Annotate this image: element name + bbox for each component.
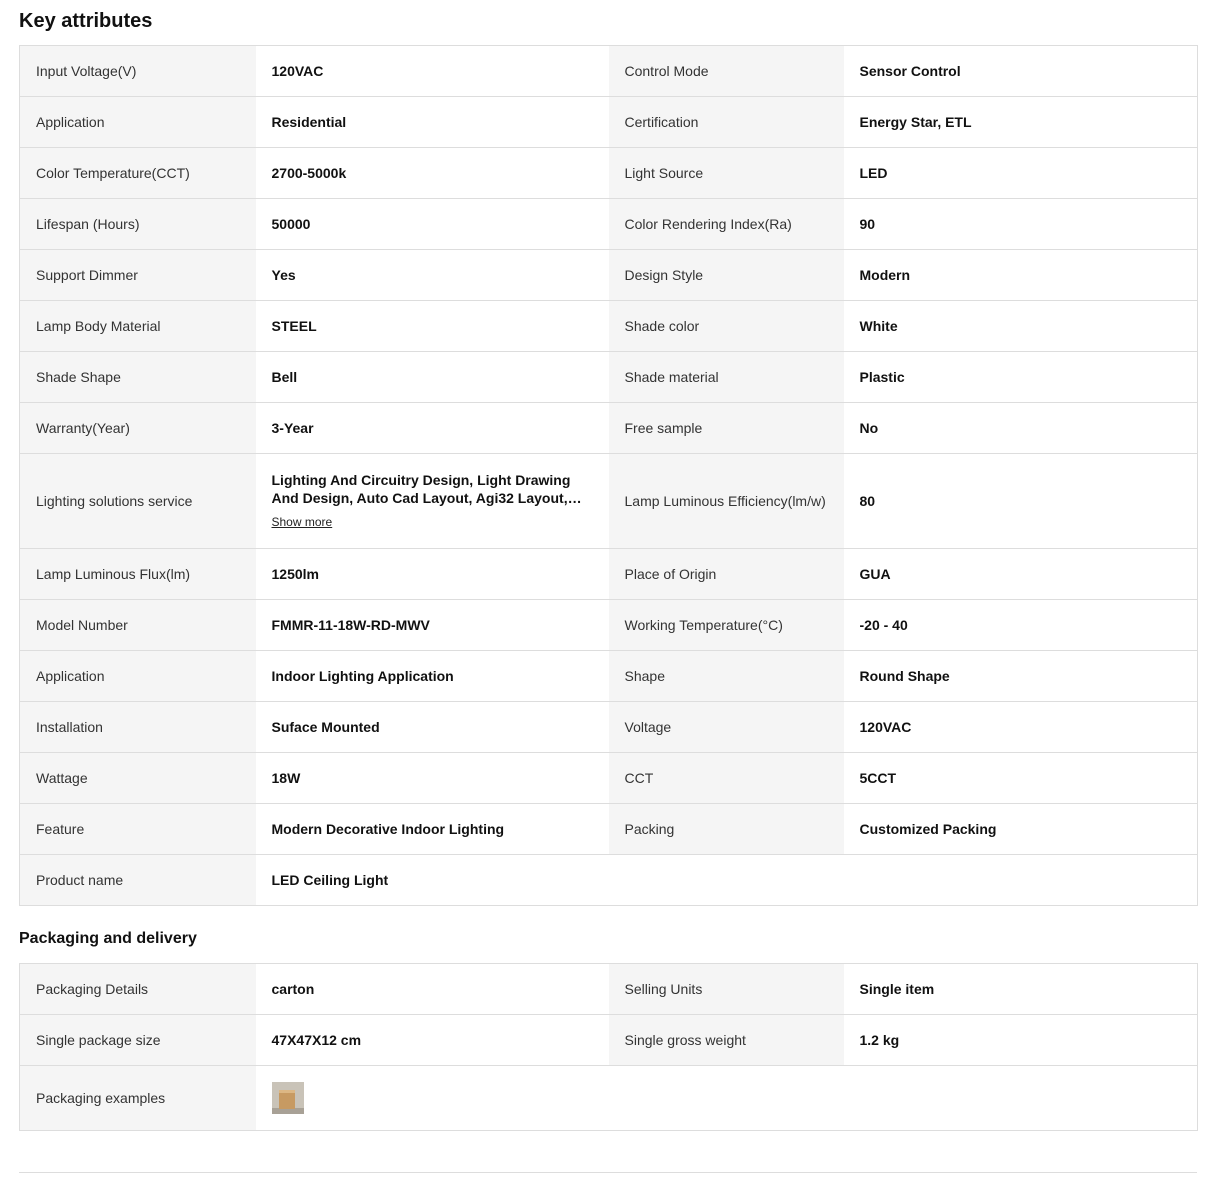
attribute-key: Wattage [20,753,256,804]
attribute-key: Input Voltage(V) [20,46,256,97]
attribute-value: White [844,301,1198,352]
attribute-key: Certification [609,97,844,148]
attribute-value: Plastic [844,352,1198,403]
key-attributes-title: Key attributes [19,10,153,32]
attribute-value: Modern Decorative Indoor Lighting [256,804,609,855]
attribute-value: 90 [844,199,1198,250]
attribute-value: 3-Year [256,403,609,454]
attribute-value: 1250lm [256,549,609,600]
attribute-value-cell [256,454,609,549]
attribute-value: Energy Star, ETL [844,97,1198,148]
attribute-key: Shade Shape [20,352,256,403]
attribute-key: CCT [609,753,844,804]
attribute-value: Single item [844,964,1198,1015]
attribute-value: Yes [256,250,609,301]
table-row [20,250,1198,301]
table-row [20,301,1198,352]
carton-photo-thumbnail[interactable] [272,1082,304,1114]
attribute-key: Selling Units [609,964,844,1015]
attribute-value: 18W [256,753,609,804]
attribute-value: 5CCT [844,753,1198,804]
attribute-value: 80 [844,454,1198,549]
attribute-key: Lamp Body Material [20,301,256,352]
attribute-value: Sensor Control [844,46,1198,97]
attribute-value: 120VAC [256,46,609,97]
attribute-key: Shape [609,651,844,702]
attribute-key: Design Style [609,250,844,301]
attribute-key: Shade color [609,301,844,352]
attribute-key: Light Source [609,148,844,199]
attribute-value: GUA [844,549,1198,600]
attribute-key: Working Temperature(°C) [609,600,844,651]
attribute-value: FMMR-11-18W-RD-MWV [256,600,609,651]
attribute-key: Support Dimmer [20,250,256,301]
attribute-value: Indoor Lighting Application [256,651,609,702]
attribute-key: Place of Origin [609,549,844,600]
attribute-key: Packaging examples [20,1066,256,1131]
table-row [20,964,1198,1015]
table-row [20,199,1198,250]
attribute-key: Voltage [609,702,844,753]
table-row [20,352,1198,403]
show-more-link[interactable]: Show more [271,515,333,529]
table-row [20,403,1198,454]
attribute-key: Application [20,651,256,702]
attribute-value: Lighting And Circuitry Design, Light Drawing And Design, Auto Cad Layout, Agi32 Layout, [271,472,571,506]
table-row [20,600,1198,651]
attribute-value: Customized Packing [844,804,1198,855]
attribute-value: LED [844,148,1198,199]
table-row [20,46,1198,97]
attributes-panel [19,0,1197,1131]
empty-cell [609,855,1198,906]
attribute-key: Installation [20,702,256,753]
attribute-key: Application [20,97,256,148]
attribute-key: Lamp Luminous Efficiency(lm/w) [609,454,844,549]
table-row [20,753,1198,804]
attribute-value: -20 - 40 [844,600,1198,651]
attribute-key: Feature [20,804,256,855]
attribute-value: Bell [256,352,609,403]
attribute-value: LED Ceiling Light [256,855,609,906]
attribute-key: Warranty(Year) [20,403,256,454]
table-row [20,651,1198,702]
attribute-value: Suface Mounted [256,702,609,753]
table-row [20,702,1198,753]
table-row [20,855,1198,906]
attribute-key: Shade material [609,352,844,403]
attribute-value: carton [256,964,609,1015]
attribute-key: Lifespan (Hours) [20,199,256,250]
table-row [20,1015,1198,1066]
attribute-key: Model Number [20,600,256,651]
attribute-key: Color Rendering Index(Ra) [609,199,844,250]
attribute-value: 120VAC [844,702,1198,753]
table-row [20,804,1198,855]
attribute-key: Packaging Details [20,964,256,1015]
table-row [20,1066,1198,1131]
attribute-value: No [844,403,1198,454]
attribute-value: Round Shape [844,651,1198,702]
table-row [20,97,1198,148]
attribute-value: 2700-5000k [256,148,609,199]
attribute-key: Lamp Luminous Flux(lm) [20,549,256,600]
attribute-key: Free sample [609,403,844,454]
attribute-key: Lighting solutions service [20,454,256,549]
table-row [20,148,1198,199]
attribute-key: Single gross weight [609,1015,844,1066]
attribute-key: Product name [20,855,256,906]
attribute-value: 50000 [256,199,609,250]
attribute-value: 47X47X12 cm [256,1015,609,1066]
attribute-value: Modern [844,250,1198,301]
section-divider [19,1172,1197,1173]
packaging-examples-cell [256,1066,1198,1131]
carton-box-icon [279,1090,295,1109]
attribute-value: STEEL [256,301,609,352]
attribute-key: Single package size [20,1015,256,1066]
packaging-delivery-title: Packaging and delivery [19,930,197,947]
table-row [20,454,1198,549]
attribute-value: Residential [256,97,609,148]
attribute-key: Control Mode [609,46,844,97]
packaging-table [19,963,1198,1131]
key-attributes-table [19,45,1198,906]
table-row [20,549,1198,600]
attribute-key: Packing [609,804,844,855]
attribute-value: 1.2 kg [844,1015,1198,1066]
attribute-key: Color Temperature(CCT) [20,148,256,199]
